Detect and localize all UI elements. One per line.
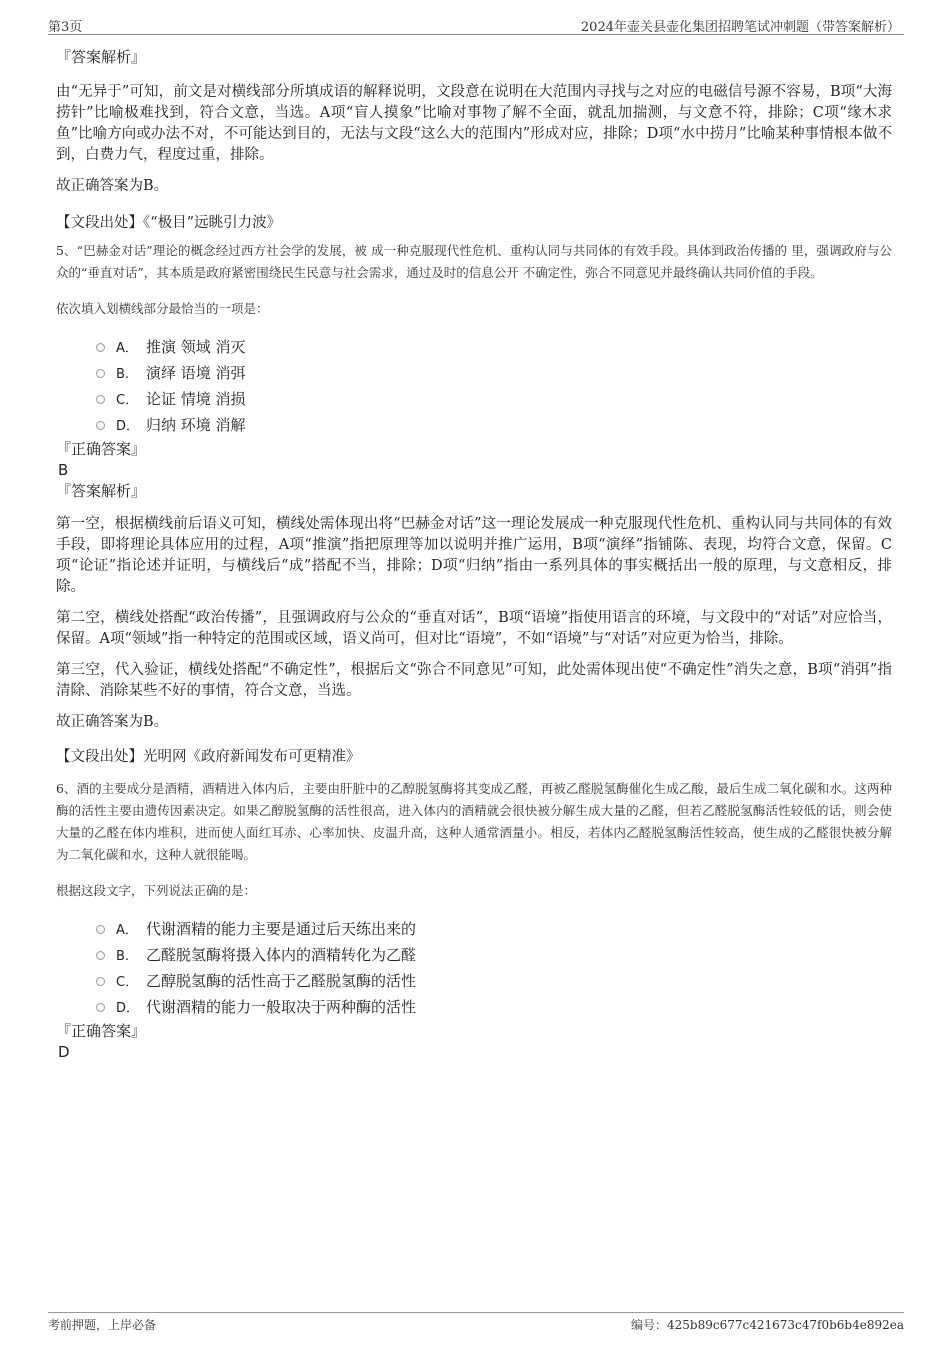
q6-options	[56, 916, 892, 1020]
q5-source: 【文段出处】光明网《政府新闻发布可更精准》	[56, 749, 361, 765]
q5-correct-tag: 『正确答案』	[56, 440, 147, 458]
q4-source: 【文段出处】《“极目”远眺引力波》	[56, 215, 282, 231]
q5-analysis-3: 第三空，代入验证，横线处搭配“不确定性”，根据后文“弥合不同意见”可知，此处需体现出使“不确定性”消失之意，B项“消弭”指清除、消除某些不好的事情，符合文意，当选。	[56, 662, 892, 699]
radio-icon[interactable]	[96, 369, 105, 378]
footer-slogan: 考前押题，上岸必备	[48, 1318, 157, 1332]
q6-prompt: 根据这段文字，下列说法正确的是：	[56, 883, 257, 898]
page-number: 第3页	[48, 20, 83, 35]
q5-option-b[interactable]: B. 演绎 语境 消弭	[56, 360, 892, 386]
q5-stem: 5、“巴赫金对话”理论的概念经过西方社会学的发展，被 成一种克服现代性危机、重构认同与共同体的有效手段。具体到政治传播的 里，强调政府与公众的“垂直对话”，其本质是政府紧密围绕民生民意与社会需求，通过及时的信息公开 不确定性，弥合不同意见并最终确认共同价值的手段。	[56, 243, 892, 280]
page-header	[48, 14, 904, 35]
page-footer	[48, 1312, 904, 1337]
radio-icon[interactable]	[96, 421, 105, 430]
q6-option-d[interactable]: D． 代谢酒精的能力一般取决于两种酶的活性	[56, 994, 892, 1020]
radio-icon[interactable]	[96, 951, 105, 960]
q6-option-a[interactable]: A． 代谢酒精的能力主要是通过后天练出来的	[56, 916, 892, 942]
q5-option-c[interactable]: C． 论证 情境 消损	[56, 386, 892, 412]
q5-option-d[interactable]: D． 归纳 环境 消解	[56, 412, 892, 438]
q4-analysis-tag: 『答案解析』	[56, 48, 147, 66]
q6-stem: 6、酒的主要成分是酒精，酒精进入体内后，主要由肝脏中的乙醇脱氢酶将其变成乙醛，再被乙醛脱氢酶催化生成乙酸，最后生成二氧化碳和水。这两种酶的活性主要由遗传因素决定。如果乙醇脱氢酶的活性很高，进入体内的酒精就会很快被分解生成大量的乙醛，但若乙醛脱氢酶活性较低的话，则会使大量的乙醛在体内堆积，进而使人面红耳赤、心率加快、皮温升高，这种人通常酒量小。相反，若体内乙醛脱氢酶活性较高，使生成的乙醛很快被分解为二氧化碳和水，这种人就很能喝。	[56, 781, 892, 862]
q4-conclusion: 故正确答案为B。	[56, 178, 169, 194]
q5-analysis-tag: 『答案解析』	[56, 482, 147, 500]
footer-serial: 编号：425b89c677c421673c47f0b6b4e892ea	[631, 1318, 904, 1332]
q6-option-b[interactable]: B. 乙醛脱氢酶将摄入体内的酒精转化为乙醛	[56, 942, 892, 968]
q5-options	[56, 334, 892, 438]
q5-conclusion: 故正确答案为B。	[56, 714, 169, 730]
q6-correct-tag: 『正确答案』	[56, 1022, 147, 1040]
q5-prompt: 依次填入划横线部分最恰当的一项是：	[56, 301, 269, 316]
radio-icon[interactable]	[96, 395, 105, 404]
q5-correct-answer: B	[58, 461, 69, 479]
radio-icon[interactable]	[96, 1003, 105, 1012]
q5-option-a[interactable]: A． 推演 领域 消灭	[56, 334, 892, 360]
q5-analysis-2: 第二空，横线处搭配“政治传播”，且强调政府与公众的“垂直对话”，B项“语境”指使用语言的环境，与文段中的“对话”对应恰当，保留。A项“领域”指一种特定的范围或区域，语义尚可，但对比“语境”，不如“语境”与“对话”对应更为恰当，排除。	[56, 610, 892, 647]
page-content	[56, 46, 892, 1062]
q5-analysis-1: 第一空，根据横线前后语义可知，横线处需体现出将“巴赫金对话”这一理论发展成一种克服现代性危机、重构认同与共同体的有效手段，即将理论具体应用的过程，A项“推演”指把原理等加以说明并推广运用，B项“演绎”指铺陈、表现，均符合文意，保留。C项“论证”指论述并证明，与横线后“成”搭配不当，排除；D项“归纳”指由一系列具体的事实概括出一般的原理，与文意相反，排除。	[56, 516, 892, 595]
radio-icon[interactable]	[96, 977, 105, 986]
document-title: 2024年壶关县壶化集团招聘笔试冲刺题（带答案解析）	[580, 20, 900, 35]
radio-icon[interactable]	[96, 925, 105, 934]
q6-option-c[interactable]: C． 乙醇脱氢酶的活性高于乙醛脱氢酶的活性	[56, 968, 892, 994]
radio-icon[interactable]	[96, 343, 105, 352]
q6-correct-answer: D	[58, 1043, 70, 1061]
q4-analysis: 由“无异于”可知，前文是对横线部分所填成语的解释说明，文段意在说明在大范围内寻找与之对应的电磁信号源不容易，B项“大海捞针”比喻极难找到，符合文意，当选。A项“盲人摸象”比喻对事物了解不全面，就乱加揣测，与文意不符，排除；C项“缘木求鱼”比喻方向或办法不对，不可能达到目的，无法与文段“这么大的范围内”形成对应，排除；D项“水中捞月”比喻某种事情根本做不到，白费力气，程度过重，排除。	[56, 84, 892, 163]
